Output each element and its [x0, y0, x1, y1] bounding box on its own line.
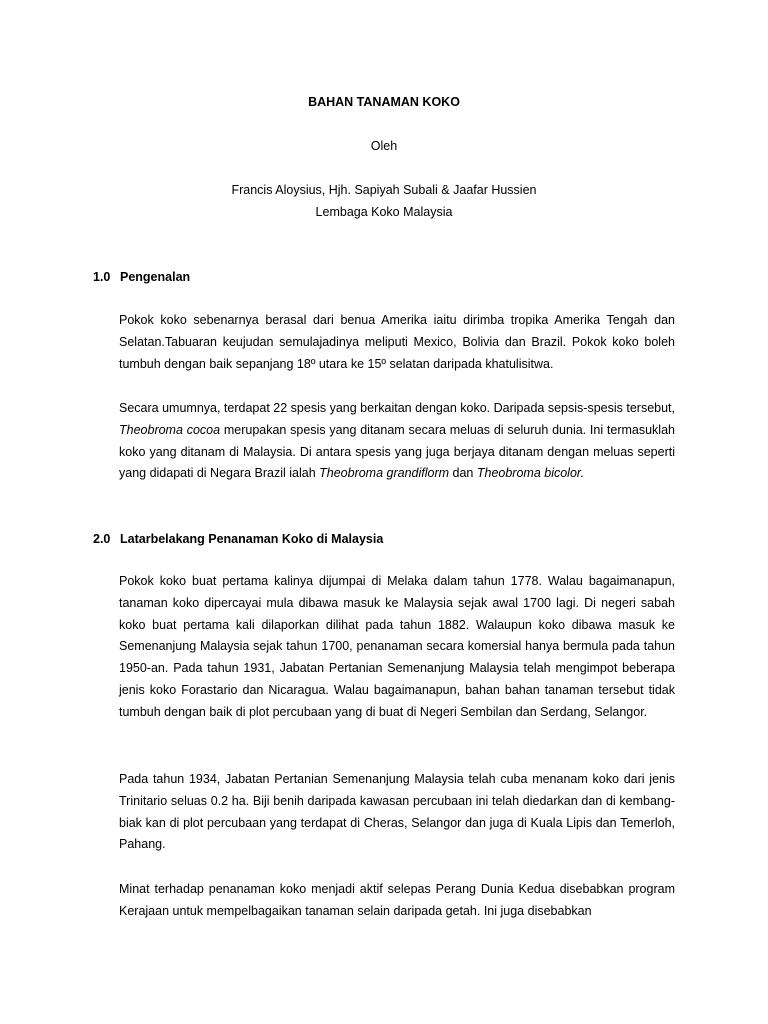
- section-title: Latarbelakang Penanaman Koko di Malaysia: [120, 532, 384, 546]
- paragraph-history: Pokok koko buat pertama kalinya dijumpai di Melaka dalam tahun 1778. Walau bagaimanapun, tanaman koko dipercayai mula dibawa masuk ke Malaysia sejak awal 1700 lagi. Di negeri sabah koko buat pertama kali dilaporkan dilihat pada tahun 1882. Walaupun koko dibawa masuk ke Semenanjung Malaysia sejak tahun 1700, penanaman secara komersial hanya bermula pada tahun 1950-an. Pada tahun 1931, Jabatan Pertanian Semenanjung Malaysia telah mengimpot beberapa jenis koko Forastario dan Nicaragua. Walau bagaimanapun, bahan bahan tanaman tersebut tidak tumbuh dengan baik di plot percubaan yang di buat di Negeri Sembilan dan Serdang, Selangor.: [119, 574, 675, 719]
- species-name: Theobroma bicolor.: [476, 466, 585, 481]
- species-name: Theobroma cocoa: [119, 422, 221, 437]
- section-heading-latarbelakang: [93, 532, 383, 546]
- paragraph-post-war: Minat terhadap penanaman koko menjadi aktif selepas Perang Dunia Kedua disebabkan program Kerajaan untuk mempelbagaikan tanaman selain daripada getah. Ini juga disebabkan: [119, 882, 675, 918]
- document-title: BAHAN TANAMAN KOKO: [308, 95, 460, 109]
- section-title: Pengenalan: [120, 270, 191, 284]
- author-list: Francis Aloysius, Hjh. Sapiyah Subali & Jaafar Hussien: [231, 183, 537, 197]
- paragraph-origin: Pokok koko sebenarnya berasal dari benua Amerika iaitu dirimba tropika Amerika Tengah dan Selatan.Tabuaran keujudan semulajadinya meliputi Mexico, Bolivia dan Brazil. Pokok koko boleh tumbuh dengan baik sepanjang 18º utara ke 15º selatan daripada khatulisitwa.: [119, 313, 675, 371]
- paragraph-text: merupakan spesis yang ditanam secara meluas di seluruh dunia. Ini termasuklah koko yang ditanam di Malaysia. Di antara spesis yang juga berjaya ditanam dengan meluas seperti yang didapati di Negara Brazil ialah: [119, 422, 675, 481]
- byline-label: Oleh: [370, 139, 398, 153]
- paragraph-text: Secara umumnya, terdapat 22 spesis yang berkaitan dengan koko. Daripada sepsis-spesis tersebut,: [119, 401, 675, 415]
- paragraph-text: dan: [449, 466, 477, 481]
- paragraph-species: [119, 398, 675, 485]
- section-number: 1.0: [93, 270, 111, 284]
- section-heading-pengenalan: [93, 270, 190, 284]
- section-number: 2.0: [93, 532, 111, 546]
- paragraph-1934-trial: Pada tahun 1934, Jabatan Pertanian Semenanjung Malaysia telah cuba menanam koko dari jenis Trinitario seluas 0.2 ha. Biji benih daripada kawasan percubaan ini telah diedarkan dan di kembang-biak kan di plot percubaan yang terdapat di Cheras, Selangor dan juga di Kuala Lipis dan Temerloh, Pahang.: [119, 772, 675, 852]
- species-name: Theobroma grandiflorm: [319, 466, 450, 481]
- author-organization: Lembaga Koko Malaysia: [315, 205, 453, 219]
